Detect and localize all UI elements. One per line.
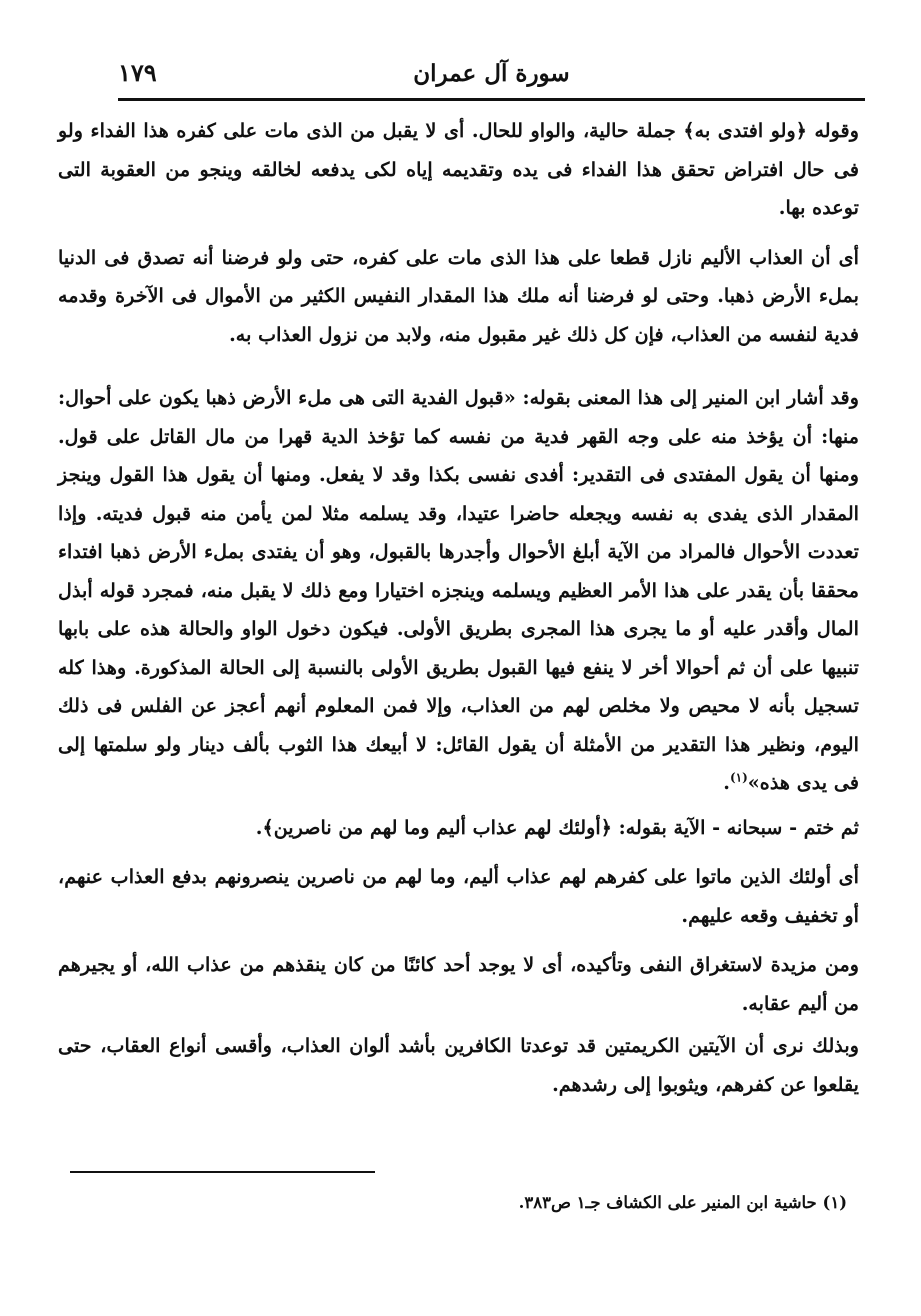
paragraph: ومن مزيدة لاستغراق النفى وتأكيده، أى لا يوجد أحد كائنًا من كان ينقذهم من عذاب الله، أو يجيرهم من أليم عقابه.: [58, 953, 859, 1015]
paragraph: وقوله ﴿ولو افتدى به﴾ جملة حالية، والواو للحال. أى لا يقبل من الذى مات على كفره هذا الفداء ولو فى حال افتراض تحقق هذا الفداء فى يده وتقديمه إياه لكى يدفعه لخالقه وينجو من العقوبة التى توعده بها.: [58, 119, 859, 219]
page-number: ١٧٩: [118, 58, 157, 87]
paragraph: وبذلك نرى أن الآيتين الكريمتين قد توعدتا الكافرين بأشد ألوان العذاب، وأقسى أنواع العقاب، حتى يقلعوا عن كفرهم، ويثوبوا إلى رشدهم.: [58, 1034, 859, 1096]
page-header: [118, 52, 865, 101]
paragraph: أى أولئك الذين ماتوا على كفرهم لهم عذاب أليم، وما لهم من ناصرين ينصرونهم بدفع العذاب عنهم، أو تخفيف وقعه عليهم.: [58, 865, 859, 927]
body-text: [58, 112, 859, 1112]
surah-title: سورة آل عمران: [413, 60, 570, 87]
footnote: (١) حاشية ابن المنير على الكشاف جـ١ ص٣٨٣.: [518, 1193, 847, 1212]
footnote-marker: (١): [729, 770, 748, 785]
quote-end: .: [723, 771, 730, 794]
paragraph: ثم ختم - سبحانه - الآية بقوله: ﴿أولئك لهم عذاب أليم وما لهم من ناصرين﴾.: [255, 815, 859, 839]
paragraph-quote: [58, 379, 859, 803]
paragraph: أى أن العذاب الأليم نازل قطعا على هذا الذى مات على كفره، حتى ولو فرضنا أنه تصدق فى الدنيا بملء الأرض ذهبا. وحتى لو فرضنا أنه ملك هذا المقدار النفيس الكثير من الأموال فى الآخرة وقدمه فدية لنفسه من العذاب، فإن كل ذلك غير مقبول منه، ولابد من نزول العذاب به.: [58, 245, 859, 346]
footnote-divider: [70, 1171, 375, 1173]
quote-text: وقد أشار ابن المنير إلى هذا المعنى بقوله: «قبول الفدية التى هى ملء الأرض ذهبا يكون على أحوال: منها: أن يؤخذ منه على وجه القهر فدية من نفسه كما تؤخذ الدية قهرا من مال القاتل على قول. ومنها أن يقول المفتدى فى التقدير: أفدى نفسى بكذا وقد لا يفعل. ومنها أن يقول هذا القول وينجز المقدار الذى يفدى به نفسه ويجعله حاضرا عتيدا، وقد يسلمه مثلا لمن يأمن منه قبول فديته. وإذا تعددت الأحوال فالمراد من الآية أبلغ الأحوال وأجدرها بالقبول، وهو أن يفتدى بملء الأرض ذهبا افتداء محققا بأن يقدر على هذا الأمر العظيم ويسلمه وينجزه اختيارا ومع ذلك لا يقبل منه، فمجرد قوله أبذل المال وأقدر عليه أو ما يجرى هذا المجرى بطريق الأولى. فيكون دخول الواو والحالة هذه على بابها تنبيها على أن ثم أحوالا أخر لا ينفع فيها القبول بطريق الأولى بالنسبة إلى الحالة المذكورة. وهذا كله تسجيل بأنه لا محيص ولا مخلص لهم من العذاب، وإلا فمن المعلوم أنهم أعجز عن الفلس فى ذلك اليوم، ونظير هذا التقدير من الأمثلة أن يقول القائل: لا أبيعك هذا الثوب بألف دينار ولو سلمتها إلى فى يدى هذه»: [58, 386, 859, 794]
